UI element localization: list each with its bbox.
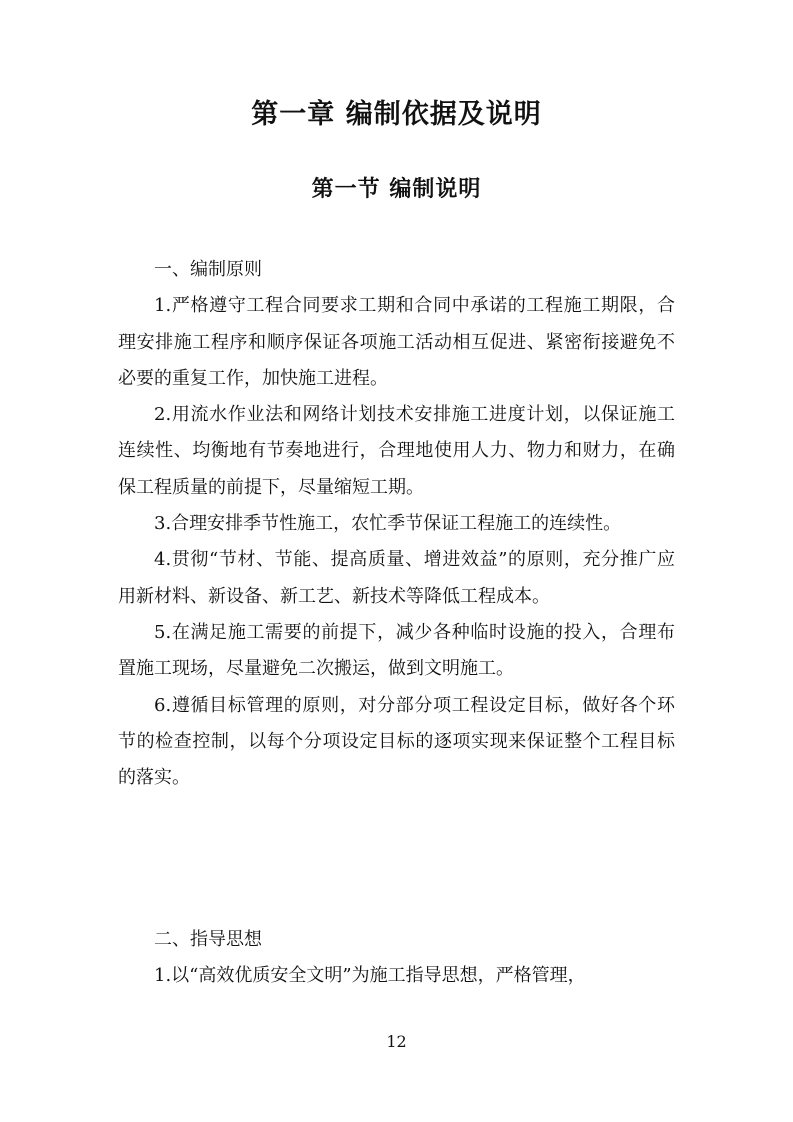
ideology-item-1: 1.以“高效优质安全文明”为施工指导思想，严格管理， [154, 965, 586, 987]
principle-item-2: 2.用流水作业法和网络计划技术安排施工进度计划，以保证施工连续性、均衡地有节奏地进行，合理地使用人力、物力和财力，在确保工程质量的前提下，尽量缩短工期。 [118, 404, 675, 498]
compilation-principles-section [118, 252, 675, 796]
principle-item-1: 1.严格遵守工程合同要求工期和合同中承诺的工程施工期限，合理安排施工程序和顺序保证各项施工活动相互促进、紧密衔接避免不必要的重复工作，加快施工进程。 [118, 295, 675, 389]
principle-item-3: 3.合理安排季节性施工，农忙季节保证工程施工的连续性。 [154, 513, 622, 535]
principle-item-5: 5.在满足施工需要的前提下，减少各种临时设施的投入，合理布置施工现场，尽量避免二次搬运，做到文明施工。 [118, 621, 675, 680]
part1-heading: 一、编制原则 [154, 259, 262, 280]
page-number: 12 [386, 1032, 407, 1051]
guiding-ideology-section [118, 922, 675, 995]
chapter-title: 第一章 编制依据及说明 [251, 99, 542, 130]
principle-item-6: 6.遵循目标管理的原则，对分部分项工程设定目标，做好各个环节的检查控制，以每个分项设定目标的逐项实现来保证整个工程目标的落实。 [118, 694, 675, 789]
part2-heading: 二、指导思想 [154, 929, 262, 950]
principle-item-4: 4.贯彻“节材、节能、提高质量、增进效益”的原则，充分推广应用新材料、新设备、新工艺、新技术等降低工程成本。 [118, 549, 675, 607]
section-title: 第一节 编制说明 [311, 177, 482, 202]
